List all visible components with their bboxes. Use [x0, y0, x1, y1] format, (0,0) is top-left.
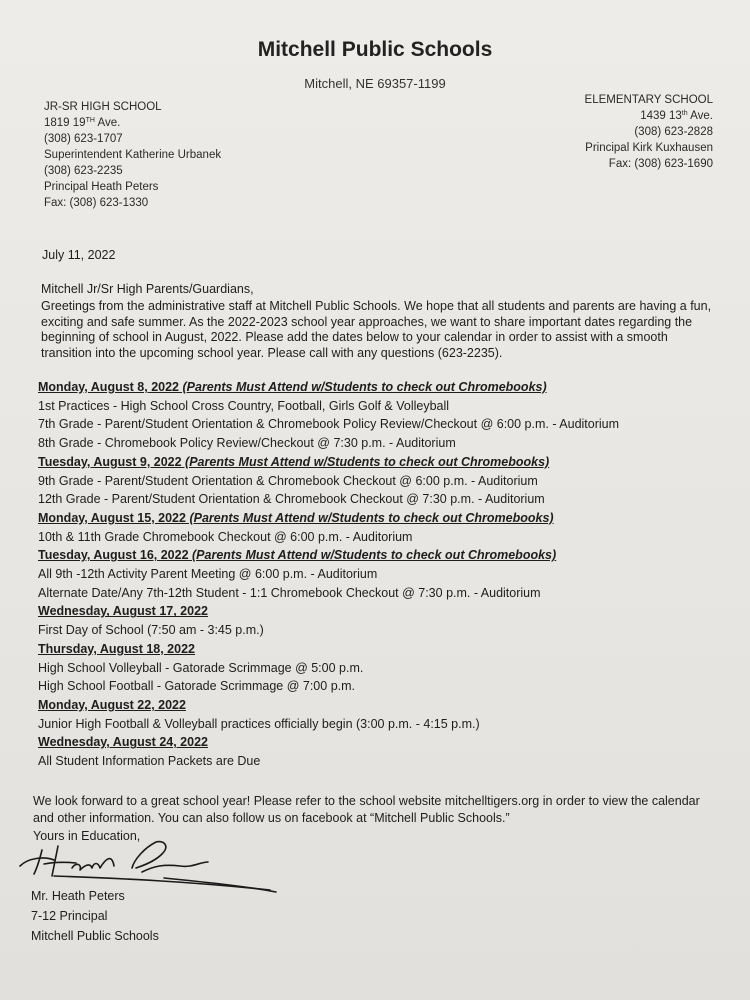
high-school-principal: Principal Heath Peters	[44, 181, 159, 193]
schedule-date-heading	[38, 509, 728, 528]
schedule-date: Tuesday, August 16, 2022	[38, 548, 189, 563]
signature-block	[31, 886, 159, 946]
closing-paragraph: We look forward to a great school year! Please refer to the school website mitchelltigers.org in order to view the calendar and other information. You can also follow us on facebook at “Mitchell Public Schools.”	[33, 794, 700, 825]
schedule-date-heading	[38, 546, 728, 565]
schedule-date-heading	[38, 733, 728, 752]
letterhead-city: Mitchell, NE 69357-1199	[304, 76, 446, 91]
schedule-date: Tuesday, August 9, 2022	[38, 454, 182, 469]
letter-date: July 11, 2022	[42, 248, 116, 262]
schedule-item: Alternate Date/Any 7th-12th Student - 1:1 Chromebook Checkout @ 7:30 p.m. - Auditorium	[38, 585, 541, 600]
schedule-date-heading	[38, 696, 728, 715]
schedule-item: 10th & 11th Grade Chromebook Checkout @ 6:00 p.m. - Auditorium	[38, 529, 413, 544]
schedule-date: Monday, August 8, 2022	[38, 380, 180, 394]
letterhead-title: Mitchell Public Schools	[257, 38, 493, 61]
schedule-date: Wednesday, August 24, 2022	[38, 735, 208, 750]
signer-title: 7-12 Principal	[31, 909, 108, 923]
schedule-note: (Parents Must Attend w/Students to check out Chromebooks)	[179, 380, 547, 394]
schedule-date-heading	[38, 453, 728, 472]
schedule-item: 1st Practices - High School Cross Country, Football, Girls Golf & Volleyball	[38, 398, 450, 413]
schedule-item: 12th Grade - Parent/Student Orientation & Chromebook Checkout @ 7:30 p.m. - Auditorium	[38, 492, 545, 507]
schedule-date: Thursday, August 18, 2022	[38, 641, 195, 656]
elementary-name: ELEMENTARY SCHOOL	[584, 94, 713, 106]
schedule-date: Wednesday, August 17, 2022	[38, 604, 208, 619]
high-school-fax: Fax: (308) 623-1330	[44, 197, 149, 209]
elementary-phone: (308) 623-2828	[634, 126, 713, 138]
schedule-item: 8th Grade - Chromebook Policy Review/Checkout @ 7:30 p.m. - Auditorium	[38, 436, 456, 451]
valediction: Yours in Education,	[33, 829, 141, 843]
intro-paragraph: Greetings from the administrative staff at Mitchell Public Schools. We hope that all students and parents are having a fun, exciting and safe summer. As the 2022-2023 school year approaches, we want to share important dates regarding the beginning of school in August, 2022. Please add the dates below to your calendar in order to assist with a smooth transition into the upcoming school year. Please call with any questions (623-2235).	[41, 299, 712, 360]
elementary-contact	[585, 92, 713, 172]
elementary-address: 1439 13th Ave.	[640, 110, 713, 122]
schedule-item: 9th Grade - Parent/Student Orientation & Chromebook Checkout @ 6:00 p.m. - Auditorium	[38, 473, 538, 488]
signer-organization: Mitchell Public Schools	[31, 929, 159, 943]
schedule-date-heading	[38, 378, 728, 397]
schedule-item: Junior High Football & Volleyball practices officially begin (3:00 p.m. - 4:15 p.m.)	[38, 716, 480, 731]
schedule-item: High School Volleyball - Gatorade Scrimmage @ 5:00 p.m.	[38, 660, 364, 675]
schedule-item: All 9th -12th Activity Parent Meeting @ 6:00 p.m. - Auditorium	[38, 567, 378, 582]
schedule-note: (Parents Must Attend w/Students to check out Chromebooks)	[188, 548, 557, 563]
schedule-list	[38, 378, 728, 771]
schedule-item: 7th Grade - Parent/Student Orientation & Chromebook Policy Review/Checkout @ 6:00 p.m. - Auditorium	[38, 417, 620, 432]
schedule-date: Monday, August 15, 2022	[38, 510, 186, 525]
high-school-phone: (308) 623-1707	[44, 133, 123, 145]
schedule-date-heading	[38, 602, 728, 621]
high-school-name: JR-SR HIGH SCHOOL	[44, 101, 162, 113]
superintendent-phone: (308) 623-2235	[44, 165, 123, 177]
schedule-date-heading	[38, 640, 728, 659]
salutation: Mitchell Jr/Sr High Parents/Guardians,	[41, 282, 254, 296]
elementary-principal: Principal Kirk Kuxhausen	[585, 142, 713, 154]
high-school-address: 1819 19TH Ave.	[44, 117, 121, 129]
schedule-item: First Day of School (7:50 am - 3:45 p.m.)	[38, 623, 264, 638]
schedule-item: High School Football - Gatorade Scrimmage @ 7:00 p.m.	[38, 679, 355, 694]
elementary-fax: Fax: (308) 623-1690	[608, 158, 713, 170]
superintendent: Superintendent Katherine Urbanek	[44, 149, 222, 161]
high-school-contact	[44, 99, 221, 211]
schedule-note: (Parents Must Attend w/Students to check out Chromebooks)	[185, 510, 554, 525]
schedule-note: (Parents Must Attend w/Students to check out Chromebooks)	[181, 454, 550, 469]
schedule-item: All Student Information Packets are Due	[38, 754, 261, 769]
schedule-date: Monday, August 22, 2022	[38, 697, 186, 712]
signer-name: Mr. Heath Peters	[31, 889, 125, 903]
